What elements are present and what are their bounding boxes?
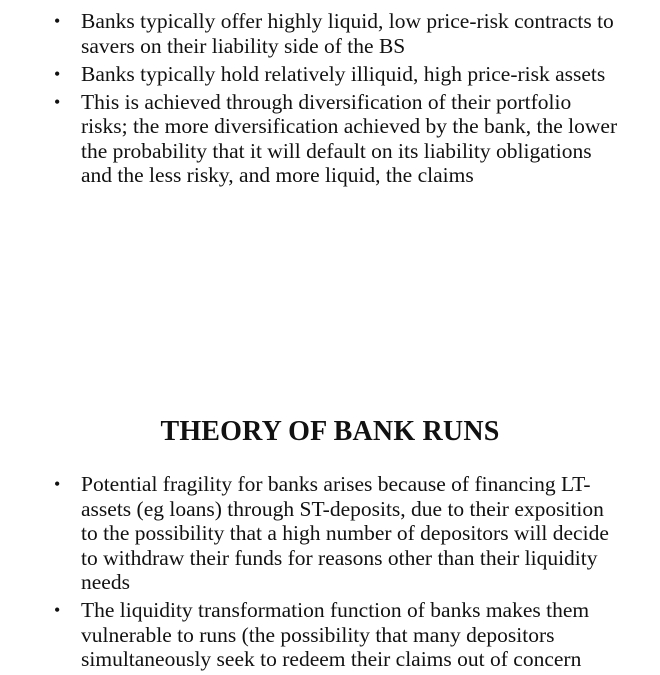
bullet-icon: •: [54, 63, 61, 84]
bullet-icon: •: [54, 11, 61, 31]
bullet-item: [0, 62, 660, 87]
bullet-text: This is achieved through diversification of their portfolio risks; the more diversification achieved by the bank, the lower the probability that it will default on its liability obligations and the less risky, and more liquid, the claims: [81, 89, 618, 187]
section-title: THEORY OF BANK RUNS: [160, 416, 500, 447]
bullet-list-bottom: [0, 472, 660, 672]
bullet-list-top: [0, 9, 660, 188]
slide-top: [0, 9, 660, 191]
bullet-item: [0, 9, 660, 58]
bullet-text: Potential fragility for banks arises because of financing LT-assets (eg loans) through ST-deposits, due to their exposition to the possibility that a high number of depositors will decide to withdraw their funds for reasons other than their liquidity needs: [81, 472, 609, 594]
bullet-item: [0, 472, 660, 595]
bullet-text: The liquidity transformation function of banks makes them vulnerable to runs (the possibility that many depositors simultaneously seek to redeem their claims out of concern: [81, 598, 590, 671]
bullet-icon: •: [54, 600, 61, 620]
bullet-icon: •: [54, 91, 61, 112]
bullet-icon: •: [54, 474, 61, 494]
bullet-text: Banks typically offer highly liquid, low price-risk contracts to savers on their liability side of the BS: [81, 9, 614, 58]
slide-bottom: [0, 414, 660, 675]
bullet-text: Banks typically hold relatively illiquid, high price-risk assets: [81, 61, 606, 86]
bullet-item: [0, 90, 660, 188]
bullet-item: [0, 598, 660, 672]
